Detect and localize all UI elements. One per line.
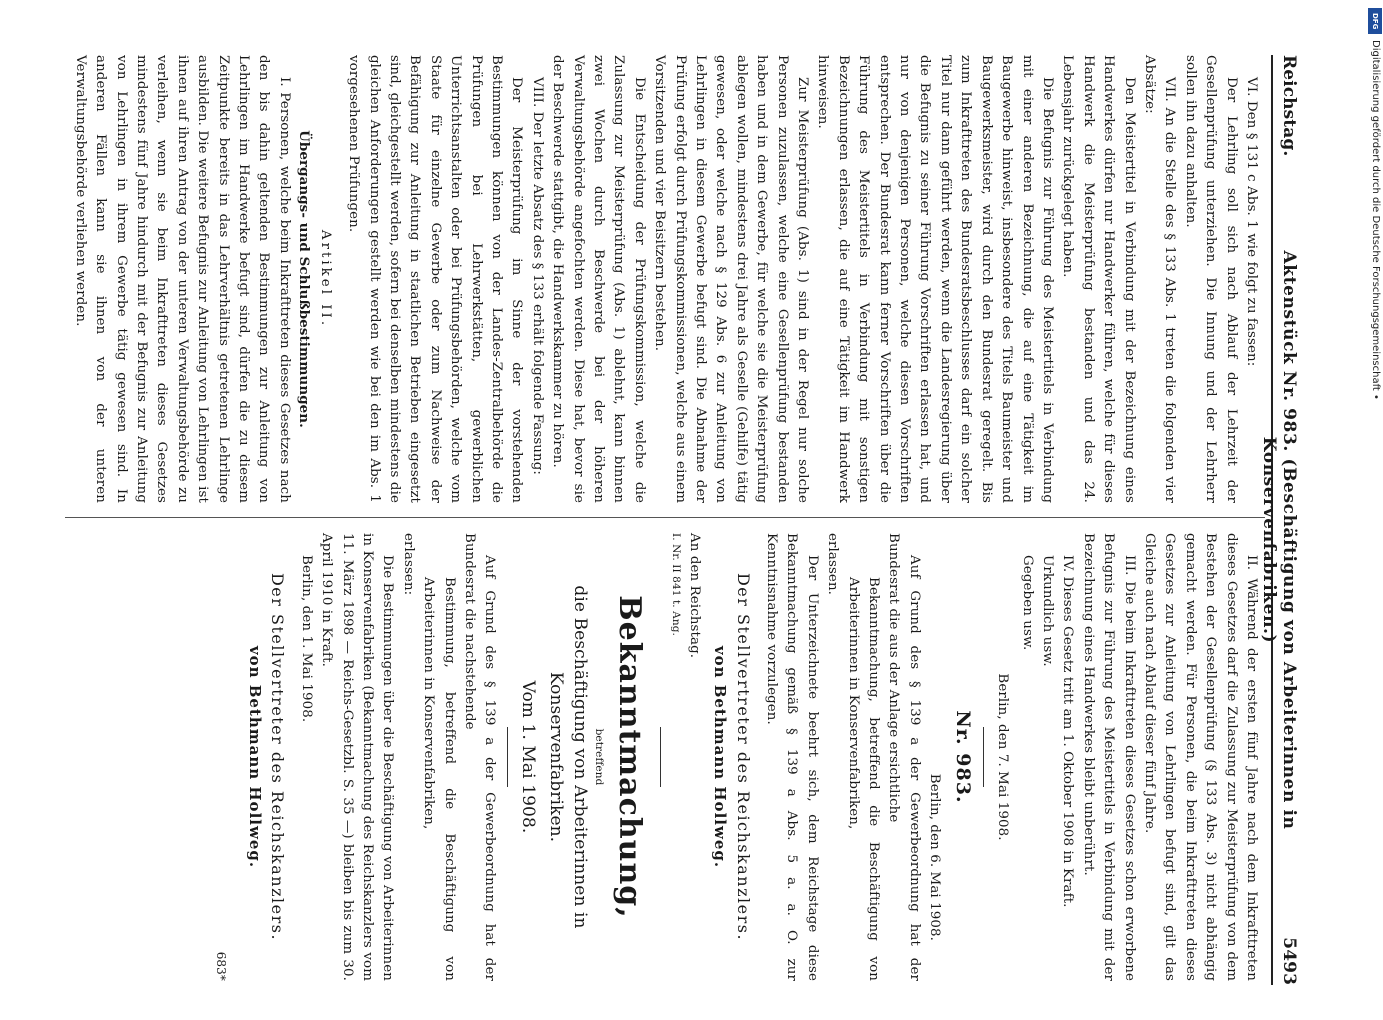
paragraph: I. Personen, welche beim Inkrafttreten dieses Gesetzes nach den bis dahin geltenden Bestimmungen zur Anleitung von Lehrlingen im Handwerke befugt sind, dürfen die zu diesem Zeitpunkte bereits in das Lehrverhältnis getretenen Lehrlinge ausbilden. Die weitere Befugnis zur Anleitung von Lehrlingen ist ihnen auf ihren Antrag von der unteren Verwaltungsbehörde zu verleihen, wenn sie beim Inkrafttreten dieses Gesetzes mindestens fünf Jahre hindurch mit der Befugnis zur Anleitung von Lehrlingen in ihrem Gewerbe tätig gewesen sind. In anderen Fällen kann sie ihnen von der unteren Verwaltungsbehörde verliehen werden. <box>72 55 292 503</box>
paragraph: erlassen: <box>400 533 416 596</box>
paragraph: Die Entscheidung der Prüfungskommission, welche die Zulassung zur Meisterprüfung (Abs. 1) ablehnt, kann binnen zwei Wochen durch Beschwerde bei der höheren Verwaltungsbehörde angefochten werden. Diese hat, bevor sie der Beschwerde stattgibt, die Handwerkskammer zu hören. <box>550 55 647 503</box>
signature-title: Der Stellvertreter des Reichskanzlers. <box>268 572 288 942</box>
paragraph: VIII. Der letzte Absatz des § 133 erhält folgende Fassung: <box>529 77 545 476</box>
column-divider <box>65 517 1265 518</box>
place-date: Berlin, den 6. Mai 1908. <box>927 773 943 941</box>
divider <box>983 727 984 787</box>
article-heading: Artikel II. <box>317 229 333 329</box>
announcement-subject: die Beschäftigung von Arbeiterinnen in Konservenfabriken. <box>546 585 591 929</box>
paragraph: Die Befugnis zur Führung des Meistertitels in Verbindung mit einer anderen Bezeichnung, die auf eine Tätigkeit im Baugewerbe hinweist, insbesondere des Titels Baumeister und Baugewerksmeister, wird durch den Bundesrat geregelt. Bis zum Inkrafttreten des Bundesratsbeschlusses darf ein solcher Titel nur dann geführt werden, wenn die Landesregierung über die Befugnis zu seiner Führung Vorschriften erlassen hat, und nur von denjenigen Personen, welche diesen Vorschriften entsprechen. Der Bundesrat kann ferner Vorschriften über die Führung des Meistertitels in Verbindung mit sonstigen Bezeichnungen erlassen, die auf eine Tätigkeit im Handwerk hinweisen. <box>815 55 1055 503</box>
paragraph: Die Bestimmungen über die Beschäftigung von Arbeiterinnen in Konservenfabriken (Bekanntmachung des Reichskanzlers vom 11. März 1898 — Reichs-Gesetzbl. S. 35 —) bleiben bis zum 30. April 1910 in Kraft. <box>319 533 396 981</box>
place-date: Berlin, den 7. Mai 1908. <box>995 673 1011 841</box>
divider <box>660 727 661 787</box>
scanned-page <box>55 55 1305 985</box>
header-left: Reichstag. <box>1279 55 1299 157</box>
paragraph: Zur Meisterprüfung (Abs. 1) sind in der Regel nur solche Personen zuzulassen, welche eine Gesellenprüfung bestanden haben und in dem Gewerbe, für welche sie die Meisterprüfung ablegen wollen, mindestens drei Jahre als Geselle (Gehilfe) tätig gewesen, oder welche nach § 129 Abs. 6 zur Anleitung von Lehrlingen in diesem Gewerbe befugt sind. Die Abnahme der Prüfung erfolgt durch Prüfungskommissionen, welche aus einem Vorsitzenden und vier Beisitzern bestehen. <box>652 55 811 503</box>
page-header <box>1258 55 1305 985</box>
divider <box>507 727 508 787</box>
right-column <box>210 533 1261 981</box>
announcement-date: Vom 1. Mai 1908. <box>518 680 539 834</box>
paragraph: IV. Dieses Gesetz tritt am 1. Oktober 1908 in Kraft. <box>1060 555 1076 908</box>
section-heading: Übergangs- und Schlußbestimmungen. <box>296 130 313 428</box>
paragraph: Bestimmung, betreffend die Beschäftigung von Arbeiterinnen in Konservenfabriken, <box>421 577 457 981</box>
page-footer: 683* <box>213 951 228 981</box>
dfg-logo: DFG <box>1368 8 1382 34</box>
page-number: 5493 <box>1279 937 1299 985</box>
left-column <box>69 55 1261 503</box>
reference: I. Nr. II 841 t. Ang. <box>670 533 683 636</box>
paragraph: Der Lehrling soll sich nach Ablauf der Lehrzeit der Gesellenprüfung unterziehen. Die Innung und der Lehrherr sollen ihn dazu anhalten. <box>1182 55 1239 503</box>
closing-line: Urkundlich usw. <box>1039 555 1055 667</box>
paragraph: erlassen. <box>825 533 841 596</box>
signature-title: Der Stellvertreter des Reichskanzlers. <box>733 572 753 942</box>
paragraph: VII. An die Stelle des § 133 Abs. 1 treten die folgenden vier Absätze: <box>1141 55 1178 503</box>
paragraph: II. Während der ersten fünf Jahre nach dem Inkrafttreten dieses Gesetzes darf die Zulassung zur Meisterprüfung von dem Bestehen der Gesellenprüfung (§ 133 Abs. 3) nicht abhängig gemacht werden. Für Personen, die beim Inkrafttreten dieses Gesetzes zur Anleitung von Lehrlingen befugt sind, gilt das Gleiche auch nach Ablauf dieser fünf Jahre. <box>1141 533 1259 981</box>
signature-name: von Bethmann Hollweg. <box>245 645 264 869</box>
addressee: An den Reichstag. <box>686 533 702 659</box>
digitization-note: Digitalisierung gefördert durch die Deutsche Forschungsgemeinschaft • <box>1370 40 1381 400</box>
paragraph: Auf Grund des § 139 a der Gewerbeordnung hat der Bundesrat die nachstehende <box>462 533 498 981</box>
place-date: Berlin, den 1. Mai 1908. <box>298 555 314 723</box>
announcement-betreffend: betreffend <box>593 728 606 786</box>
document-number: Nr. 983. <box>951 710 974 804</box>
announcement-title: Bekanntmachung, <box>612 595 648 919</box>
paragraph: III. Die beim Inkrafttreten dieses Gesetzes schon erworbene Befugnis zur Führung des Meistertitels in Verbindung mit der Bezeichnung eines Handwerkes bleibt unberührt. <box>1080 533 1137 981</box>
paragraph: Den Meistertitel in Verbindung mit der Bezeichnung eines Handwerkes dürfen nur Handwerker führen, welche für dieses Handwerk die Meisterprüfung bestanden und das 24. Lebensjahr zurückgelegt haben. <box>1060 55 1137 503</box>
header-title: Aktenstück Nr. 983. (Beschäftigung von Arbeiterinnen in Konservenfabriken.) <box>1258 250 1299 830</box>
paragraph: Auf Grund des § 139 a der Gewerbeordnung hat der Bundesrat die aus der Anlage ersichtliche <box>886 533 922 981</box>
paragraph: Der Meisterprüfung im Sinne der vorstehenden Bestimmungen können von der Landes-Zentralbehörde die Prüfungen bei Lehrwerkstätten, gewerblichen Unterrichtsanstalten oder bei Prüfungsbehörden, welche vom Staate für einzelne Gewerbe oder zum Nachweise der Befähigung zur Anleitung in staatlichen Betrieben eingesetzt sind, gleichgestellt werden, sofern bei denselben mindestens die gleichen Anforderungen gestellt werden wie bei den im Abs. 1 vorgesehenen Prüfungen. <box>346 55 525 503</box>
signature-name: von Bethmann Hollweg. <box>711 645 730 869</box>
closing-line: Gegeben usw. <box>1019 555 1035 651</box>
paragraph: Der Unterzeichnete beehrt sich, dem Reichstage diese Bekanntmachung gemäß § 139 a Abs. 5 a. a. O. zur Kenntnisnahme vorzulegen. <box>764 533 820 981</box>
paragraph: Bekanntmachung, betreffend die Beschäftigung von Arbeiterinnen in Konservenfabriken, <box>845 577 882 981</box>
paragraph: VI. Den § 131 c Abs. 1 wie folgt zu fassen: <box>1244 77 1259 367</box>
